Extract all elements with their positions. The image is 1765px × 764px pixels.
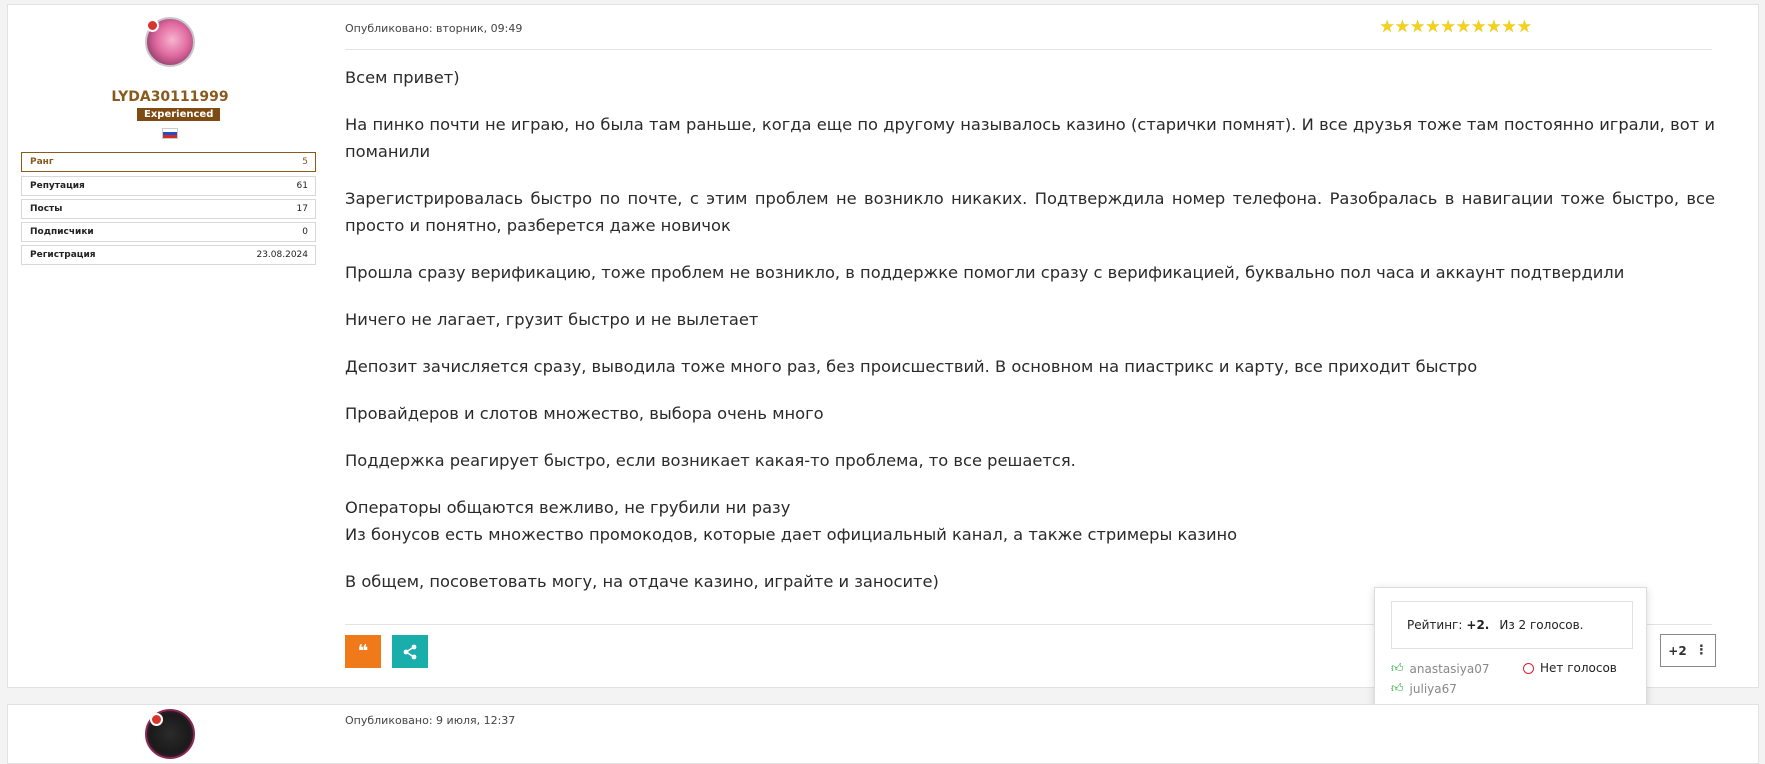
reputation-value: +2 [1668,643,1687,658]
stat-registration [21,245,316,265]
post-published-date: Опубликовано: вторник, 09:49 [345,22,523,35]
stat-label: Репутация [30,181,85,191]
post-paragraph: Поддержка реагирует быстро, если возникает какая-то проблема, то все решается. [345,451,1076,470]
reputation-popup [1374,587,1647,716]
stat-reputation [21,176,316,196]
stat-value: 0 [302,227,308,237]
no-votes-icon [1523,663,1534,674]
share-button[interactable] [392,635,428,668]
quote-icon: ❝ [357,641,369,662]
online-status-dot [146,19,159,32]
post-paragraph: В общем, посоветовать могу, на отдаче казино, играйте и заносите) [345,572,939,591]
quote-button[interactable] [345,635,381,668]
post-card [7,704,1759,764]
star-icon: ★ [1516,17,1532,37]
post-paragraph: Зарегистрировалась быстро по почте, с этим проблем не возникло никаких. Подтверждила номер телефона. Разобралась в навигации тоже быстро, все просто и понятно, разберется даже новичок [345,189,1715,235]
author-rank-badge: Experienced [137,108,220,121]
star-icon: ★ [1486,17,1502,37]
stat-value: 23.08.2024 [256,250,308,260]
star-icon: ★ [1455,17,1471,37]
post-published-date: Опубликовано: 9 июля, 12:37 [345,714,516,727]
voter-item[interactable] [1391,661,1489,676]
reputation-button[interactable] [1660,634,1716,667]
star-icon: ★ [1410,17,1426,37]
rating-stars [1380,19,1533,36]
star-icon: ★ [1379,17,1395,37]
thumb-up-icon: 👍︎ [1391,661,1404,675]
star-icon: ★ [1425,17,1441,37]
post-paragraph: Ничего не лагает, грузит быстро и не вылетает [345,310,759,329]
voter-name: anastasiya07 [1409,661,1490,676]
stat-label: Ранг [30,157,54,167]
stat-value: 5 [302,157,308,167]
stat-label: Посты [30,204,63,214]
stat-value: 61 [296,181,308,191]
star-icon: ★ [1394,17,1410,37]
stat-posts [21,199,316,219]
stat-rank [21,152,316,172]
author-username[interactable]: LYDA30111999 [111,89,229,105]
post-paragraph: Из бонусов есть множество промокодов, которые дает официальный канал, а также стримеры казино [345,525,1238,544]
rating-label: Рейтинг: [1407,618,1463,632]
share-icon [402,644,418,660]
post-paragraph: На пинко почти не играю, но была там раньше, когда еще по другому называлось казино (старички помнят). И все друзья тоже там постоянно играли, вот и поманили [345,115,1715,161]
voter-name: juliya67 [1409,681,1457,696]
post-paragraph: Прошла сразу верификацию, тоже проблем не возникло, в поддержке помогли сразу с верификацией, буквально пол часа и аккаунт подтвердили [345,263,1625,282]
post-paragraph: Депозит зачисляется сразу, выводила тоже много раз, без происшествий. В основном на пиастрикс и карту, все приходит быстро [345,357,1478,376]
voter-item[interactable] [1391,681,1457,696]
rating-value: +2. [1466,618,1490,632]
reputation-summary [1391,601,1633,649]
post-paragraph: Всем привет) [345,68,460,87]
votes-text: Из 2 голосов. [1499,618,1584,632]
stat-followers [21,222,316,242]
star-icon: ★ [1501,17,1517,37]
more-vertical-icon: ⋮ [1694,643,1708,658]
stat-label: Регистрация [30,250,96,260]
thumb-up-icon: 👍︎ [1391,681,1404,695]
no-votes-label: Нет голосов [1540,661,1617,675]
star-icon: ★ [1471,17,1487,37]
post-paragraph: Операторы общаются вежливо, не грубили ни разу [345,498,791,517]
star-icon: ★ [1440,17,1456,37]
stat-value: 17 [296,204,308,214]
post-body [345,64,1715,615]
no-votes-item [1523,661,1617,675]
divider [345,49,1712,50]
russia-flag-icon [162,128,178,139]
online-status-dot [150,713,163,726]
post-paragraph: Провайдеров и слотов множество, выбора очень много [345,404,824,423]
stat-label: Подписчики [30,227,94,237]
